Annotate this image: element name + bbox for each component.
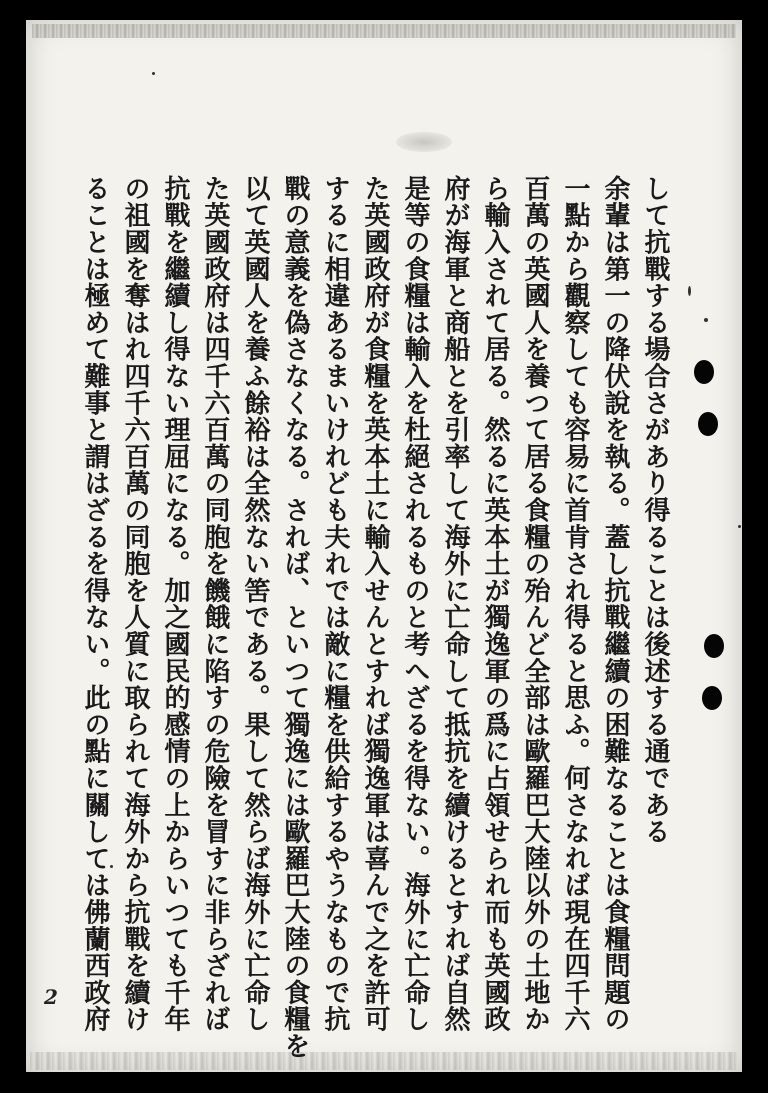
text-column-9: するに相違あるまいけれども夫れでは敵に糧を供給するやうなもので抗 [320, 175, 350, 1033]
text-column-8: た英國政府が食糧を英本土に輸入せんとすれば獨逸軍は喜んで之を許可 [360, 175, 390, 1033]
text-column-6: 府が海軍と商船とを引率して海外に亡命して抵抗を續けるとすれば自然 [440, 175, 470, 1033]
text-column-11: 以て英國人を養ふ餘裕は全然ない筈である。果して然らば海外に亡命し [240, 175, 270, 1033]
text-column-10: 戰の意義を偽さなくなる。されば、といつて獨逸には歐羅巴大陸の食糧を [280, 175, 310, 1060]
page-top-edge [32, 24, 736, 38]
page-bottom-edge [30, 1052, 738, 1070]
text-column-15: ることは極めて難事と謂はざるを得ない。此の點に關しては佛蘭西政府 [80, 175, 110, 1033]
dust-speck [688, 286, 691, 296]
text-column-13: 抗戰を繼續し得ない理屈になる。加之國民的感情の上からいつても千年 [160, 175, 190, 1033]
text-column-14: の祖國を奪はれ四千六百萬の同胞を人質に取られて海外から抗戰を續け [120, 175, 150, 1033]
body-text [80, 175, 672, 1060]
text-column-5: ら輸入されて居る。然るに英本土が獨逸軍の爲に占領せられ而も英國政 [480, 175, 510, 1033]
text-column-3: 一點から觀察しても容易に首肯され得ると思ふ。何さなれば現在四千六 [560, 175, 590, 1033]
dust-speck [738, 525, 741, 528]
text-column-12: た英國政府は四千六百萬の同胞を饑餓に陷すの危險を冒すに非らざれば [200, 175, 230, 1033]
document-page [26, 20, 742, 1072]
dust-speck [110, 865, 113, 868]
text-column-2: 余輩は第一の降伏說を執る。蓋し抗戰繼續の困難なることは食糧問題の [600, 175, 630, 1033]
punch-hole [704, 634, 724, 658]
page-number: 2 [44, 985, 58, 1009]
punch-hole [698, 412, 718, 436]
text-column-1: して抗戰する場合さがあり得ることは後述する通である [640, 175, 670, 845]
ink-smudge [396, 132, 452, 152]
dust-speck [704, 318, 708, 322]
text-column-4: 百萬の英國人を養つて居る食糧の殆んど全部は歐羅巴大陸以外の土地か [520, 175, 550, 1033]
punch-hole [694, 360, 714, 384]
dust-speck [152, 72, 155, 75]
punch-hole [702, 686, 722, 710]
text-column-7: 是等の食糧は輸入を杜絕されるものと考へざるを得ない。海外に亡命し [400, 175, 430, 1033]
